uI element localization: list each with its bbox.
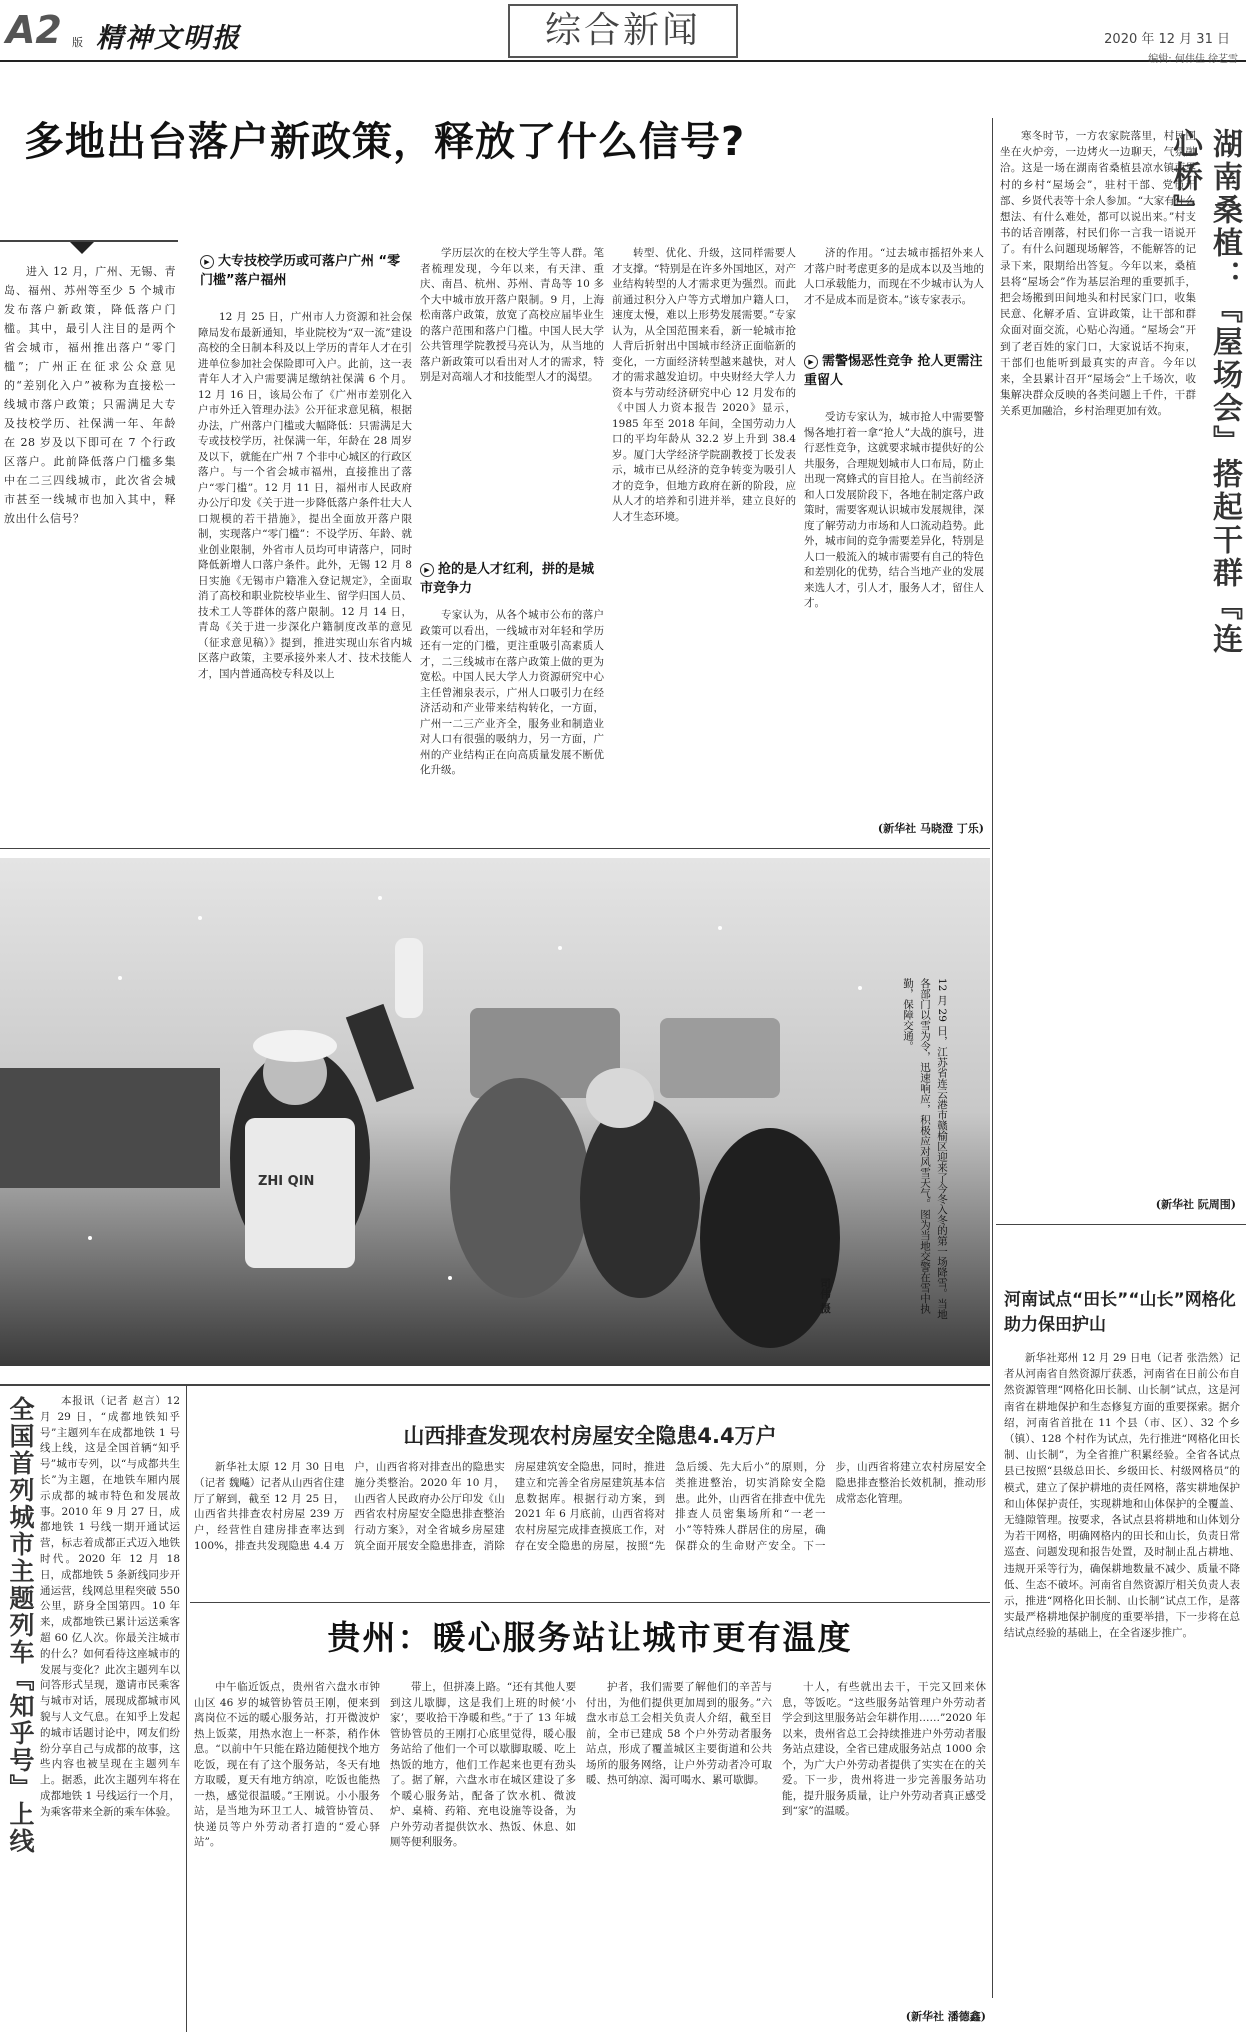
masthead: [0, 0, 1246, 65]
guizhou-column-2: 带上，但拼凑上路。“还有其他人要到这儿歇脚，这是我们上班的时候‘小家’，要收拾干净暖和些。”于了 13 年城管协管员的王刚打心底里觉得，暖心服务站给了他们一个可以歇脚取暖、吃上热饭的地方，他们工作起来也更有劲头了。据了解，六盘水市在城区建设了多个暖心服务站，配备了饮水机、微波炉、桌椅、药箱、充电设施等设备，为户外劳动者提供饮水、热饭、休息、如厕等便利服务。: [390, 1681, 576, 1848]
lead-column-2a: 学历层次的在校大学生等人群。笔者梳理发现，今年以来，有天津、重庆、南昌、杭州、苏州、青岛等 10 多个大中城市放开落户限制。9 月，上海松南落户政策，放宽了高校应届毕业生的落户范围和落户门槛。中国人民大学公共管理学院教授马亮认为，从当地的落户新政策可以看出对人才的需求，特别是对高端人才和技能型人才的渴望。: [420, 247, 604, 383]
subhead-marker-icon: ▶: [804, 355, 818, 369]
lead-bottom-divider: [0, 848, 990, 849]
chengdu-headline: 全国首列城市主题列车『知乎号』上线: [6, 1396, 35, 1855]
subhead-marker-icon: ▶: [420, 563, 434, 577]
intro-marker-icon: [70, 242, 94, 254]
paper-name: 精神文明报: [96, 23, 241, 54]
shanxi-headline: 山西排查发现农村房屋安全隐患4.4万户: [403, 1424, 777, 1448]
photo-caption: 12 月 29 日，江苏省连云港市赣榆区迎来了今冬入冬的第一场降雪。当地各部门以雪为令，迅速响应，积极应对风雪天气。图为当地交警在雪中执勤，保障交通。: [902, 978, 948, 1320]
chengdu-body: 本报讯（记者 赵言）12 月 29 日，“成都地铁知乎号”主题列车在成都地铁 1 号线上线，这是全国首辆“知乎号”城市专列，以“与成都共生长”为主题，在地铁车厢内展示成都的城市特色和发展故事。2010 年 9 月 27 日，成都地铁 1 号线一期开通试运营，标志着成都正式迈入地铁时代。2020 年 12 月 18 日，成都地铁 5 条新线同步开通运营，线网总里程突破 550 公里，跻身全国第四。10 年来，成都地铁已累计运送乘客超 60 亿人次。你最关注城市的什么？如何看待这座城市的发展与变化？此次主题列车以问答形式呈现，邀请市民乘客与城市对话，展现成都城市风貌与人文气息。在知乎上发起的城市话题讨论中，网友们纷纷分享自己与成都的故事，这些内容也被呈现在主题列车上。据悉，此次主题列车将在成都地铁 1 号线运行一个月，为乘客带来全新的乘车体验。: [40, 1395, 180, 1818]
guizhou-column-4: 十人，有些就出去干，干完又回来休息，等饭吃。“这些服务站管理户外劳动者学会到这里服务站会年耕作用……”2020 年以来，贵州省总工会持续推进户外劳动者服务站点建设，全省已建成服务站点 1000 余个，为广大户外劳动者提供了实实在在的关爱。下一步，贵州将进一步完善服务站功能，提升服务质量，让户外劳动者真正感受到“家”的温暖。: [782, 1681, 986, 1817]
section-title-box: [508, 4, 738, 58]
hunan-body: 寒冬时节，一方农家院落里，村民围坐在火炉旁，一边烤火一边聊天，气氛融洽。这是一场在湖南省桑植县凉水镇西界村的乡村“屋场会”，驻村干部、党员干部、乡贤代表等十余人参加。“大家有什么想法、有什么难处，都可以说出来。”村支书的话音刚落，村民们你一言我一语说开了。有什么问题现场解答，不能解答的记录下来，限期给出答复。今年以来，桑植县将“屋场会”作为基层治理的重要抓手，把会场搬到田间地头和村民家门口，收集民意、化解矛盾、宣讲政策，让干部和群众面对面交流，心贴心沟通。“屋场会”开到了老百姓的家门口，大家说话不拘束，干部们也能听到最真实的声音。今年以来，全县累计召开“屋场会”上千场次，收集解决群众反映的各类问题上千件，干群关系更加融洽，乡村治理更加有效。: [1000, 130, 1196, 418]
henan-headline: 河南试点“田长”“山长”网格化助力保田护山: [1004, 1290, 1236, 1335]
hunan-headline: 湖南桑植：『屋场会』搭起干群『连心桥』: [1167, 128, 1242, 656]
hunan-divider: [996, 1224, 1246, 1225]
guizhou-column-3: 护者，我们需要了解他们的辛苦与付出，为他们提供更加周到的服务。”六盘水市总工会相关负责人介绍，截至目前，全市已建成 58 个户外劳动者服务站点，形成了覆盖城区主要街道和公共场所的服务网络，让户外劳动者冷可取暖、热可纳凉、渴可喝水、累可歇脚。: [586, 1681, 772, 1786]
section-title: 综合新闻: [544, 10, 701, 51]
lead-byline: (新华社 马晓澄 丁乐): [877, 822, 984, 835]
lead-intro: 进入 12 月，广州、无锡、青岛、福州、苏州等至少 5 个城市发布落户新政策，降低落户门槛。其中，最引人注目的是两个省会城市，福州推出落户“零门槛”；广州正在征求公众意见的“差别化入户”被称为直接松一线城市落户政策；只需满足大专及技校学历、社保满一年、年龄在 28 岁及以下即可在 7 个行政区落户。此前降低落户门槛多集中在二三四线城市，此次省会城市甚至一线城市也加入其中，释放出什么信号？: [4, 265, 176, 525]
henan-body: 新华社郑州 12 月 29 日电（记者 张浩然）记者从河南省自然资源厅获悉，河南省在日前公布自然资源管理“网格化田长制、山长制”试点，这是河南省在耕地保护和生态修复方面的重要探索。据介绍，河南省首批在 11 个县（市、区）、32 个乡（镇）、128 个村作为试点，先行推进“网格化田长制、山长制”，为全省推广积累经验。全省各试点县已按照“县级总田长、乡级田长、村级网格员”的模式，建立了保护耕地的责任网格，落实耕地保护和山体保护责任，实现耕地和山体保护的全覆盖、无缝隙管理。按要求，各试点县将耕地和山体划分为若干网格，明确网格内的田长和山长，负责日常巡查、问题发现和报告处置，及时制止乱占耕地、违规开采等行为，确保耕地数量不减少、质量不降低、生态不破坏。河南省自然资源厅相关负责人表示，推进“网格化田长制、山长制”试点工作，是落实最严格耕地保护制度的重要举措，下一步将在总结试点经验的基础上，在全省逐步推广。: [1004, 1352, 1240, 1640]
lead-column-3: 转型、优化、升级，这同样需要人才支撑。“特别是在许多外国地区，对产业结构转型的人才需求更为强烈。而此前通过积分入户等方式增加户籍人口，速度太慢，难以上形势发展需要。”专家认为，从全国范围来看，新一轮城市抢人背后折射出中国城市经济正面临新的变化，一方面经济转型越来越快，对人才的需求越发迫切。中央财经大学人力资本与劳动经济研究中心 12 月发布的《中国人力资本报告 2020》显示，1985 年至 2018 年间，全国劳动力人口的平均年龄从 32.2 岁上升到 38.4 岁。厦门大学经济学院副教授丁长发表示，城市已从经济的竞争转变为吸引人才的竞争，但地方政府在新的阶段，应从人才的培养和引进并举，建立良好的人才生态环境。: [612, 247, 796, 523]
lead-subhead-2: ▶ 抢的是人才红利，拼的是城市竞争力: [420, 562, 595, 596]
photo-credit: 司伟 摄: [819, 1278, 831, 1314]
editor-credit: 编辑: 何伟佳 徐艺雪: [1148, 54, 1238, 65]
lead-headline: 多地出台落户新政策，释放了什么信号?: [24, 119, 746, 165]
lead-column-4a: 济的作用。“过去城市摇招外来人才落户时考虑更多的是成本以及当地的人口承载能力，而现在不少城市认为人才不是成本而是资本。”该专家表示。: [804, 247, 984, 306]
news-photo: [0, 858, 990, 1366]
page-number: A2: [6, 8, 62, 52]
chengdu-divider: [0, 1384, 990, 1386]
subhead-marker-icon: ▶: [200, 255, 214, 269]
lead-subhead-3: ▶ 需警惕恶性竞争 抢人更需注重留人: [804, 354, 983, 388]
shanxi-body: 新华社太原 12 月 30 日电（记者 魏飚）记者从山西省住建厅了解到，截至 12 月 25 日，山西省共排查农村房屋 239 万户，经营性自建房排查率达到 100%，排查共发现隐患 4.4 万户，山西省将对排查出的隐患实施分类整治。2020 年 10 月，山西省人民政府办公厅印发《山西省农村房屋安全隐患排查整治行动方案》，对全省城乡房屋建筑全面开展安全隐患排查，消除房屋建筑安全隐患，同时，推进建立和完善全省房屋建筑基本信息数据库。根据行动方案，到 2021 年 6 月底前，山西省将对农村房屋完成排查摸底工作，对存在安全隐患的房屋，按照“先急后缓、先大后小”的原则，分类推进整治，切实消除安全隐患。此外，山西省在排查中优先排查人员密集场所和“一老一小”等特殊人群居住的房屋，确保群众的生命财产安全。下一步，山西省将建立农村房屋安全隐患排查整治长效机制，推动形成常态化管理。: [194, 1461, 986, 1552]
lead-subhead-1: ▶ 大专技校学历或可落户广州 “零门槛”落户福州: [200, 254, 401, 288]
lead-column-2b: 专家认为，从各个城市公布的落户政策可以看出，一线城市对年轻和学历还有一定的门槛，更注重吸引高素质人才，二三线城市在落户政策上做的更为宽松。中国人民大学人力资源研究中心主任曾湘泉表示，广州人口吸引力在经济活动和产业带来结构转化，一方面，广州一二三产业齐全，服务业和制造业对人口有很强的吸纳力，另一方面，广州的产业结构正在向高质量发展不断优化升级。: [420, 609, 604, 776]
guizhou-column-1: 中午临近饭点，贵州省六盘水市钟山区 46 岁的城管协管员王刚，便来到离岗位不远的暖心服务站，打开微波炉热上饭菜，用热水泡上一杯茶，稍作休息。“以前中午只能在路边随便找个地方吃饭，现在有了这个服务站，冬天有地方取暖，夏天有地方纳凉，吃饭也能热一热，感觉很温暖。”王刚说。小小服务站，是当地为环卫工人、城管协管员、快递员等户外劳动者打造的“爱心驿站”。: [194, 1681, 380, 1848]
lead-column-4b: 受访专家认为，城市抢人中需要警惕各地打着一拿“抢人”大战的旗号，进行恶性竞争，这就要求城市提供好的公共服务，合理规划城市人口布局，防止出现一窝蜂式的盲目抢人。在当前经济和人口发展阶段下，各地在制定落户政策时，需要客观认识城市发展规律，深度了解劳动力市场和人口流动趋势。此外，城市间的竞争需要差异化，特别是人口一般流入的城市需要有自己的特色和差别化的优势，结合当地产业的发展来选人才，引人才，服务人才，留住人才。: [804, 411, 984, 609]
page-suffix: 版: [72, 36, 83, 49]
guizhou-headline: 贵州：暖心服务站让城市更有温度: [327, 1618, 853, 1657]
shanxi-divider: [190, 1602, 990, 1603]
chengdu-side-divider: [186, 1386, 187, 2032]
issue-date: 2020 年 12 月 31 日: [1104, 32, 1230, 47]
right-column-divider: [992, 118, 993, 1998]
guizhou-byline: (新华社 潘德鑫): [905, 2010, 986, 2023]
lead-column-1: 12 月 25 日，广州市人力资源和社会保障局发布最新通知，毕业院校为“双一流”建设高校的全日制本科及以上学历的青年人才在引进单位参加社会保险即可入户。此前，这一表青年人才入户需要满足缴纳社保满 6 个月。12 月 16 日，该局公布了《广州市差别化入户市外迁入管理办法》公开征求意见稿，根据办法，广州落户门槛或大幅降低：只需满足大专或技校学历，社保满一年，年龄在 28 周岁及以下，就能在广州 7 个非中心城区的行政区落户。与一个省会城市福州，直接推出了落户“零门槛”。12 月 11 日，福州市人民政府办公厅印发《关于进一步降低落户条件壮大人口规模的若干措施》，提出全面放开落户限制，实现落户“零门槛”：不设学历、年龄、就业创业限制，外省市人员均可申请落户，同时降低新增人口落户条件。此外，无锡 12 月 8 日实施《无锡市户籍准入登记规定》，全面取消了高校和职业院校毕业生、留学归国人员、技术工人等群体的落户限制。12 月 14 日，青岛《关于进一步深化户籍制度改革的意见（征求意见稿）》提到，推进实现山东省内城区落户政策，主要承接外来人才、技术技能人才，国内普通高校专科及以上: [198, 311, 412, 680]
hunan-byline: (新华社 阮周围): [1155, 1198, 1236, 1211]
vest-lettering: ZHI QIN: [258, 1174, 315, 1189]
